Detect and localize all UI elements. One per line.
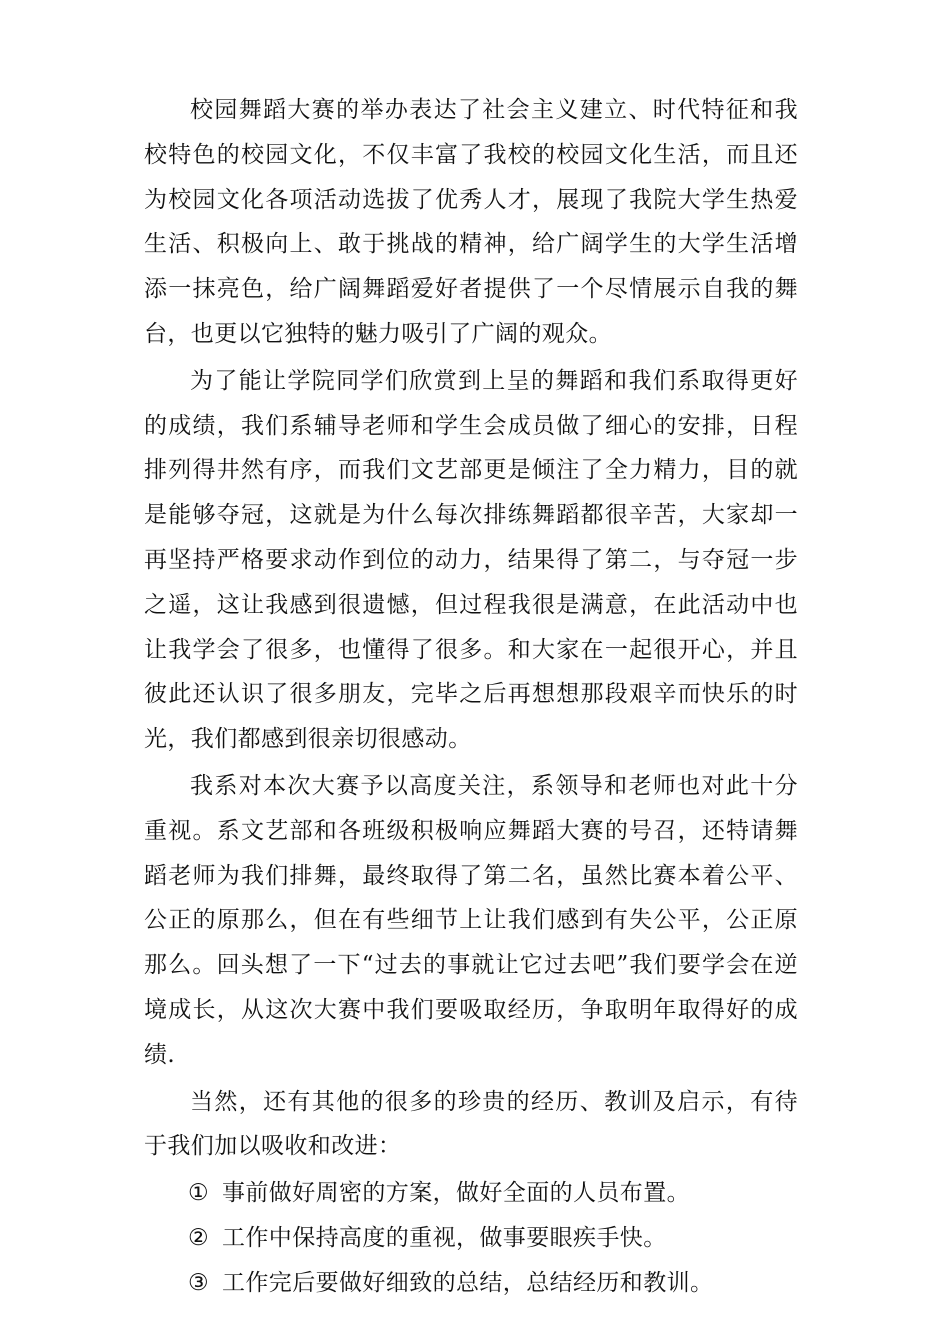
list-item-2	[144, 1216, 798, 1261]
list-marker: ③	[188, 1269, 210, 1296]
paragraph-3: 我系对本次大赛予以高度关注，系领导和老师也对此十分重视。系文艺部和各班级积极响应舞蹈大赛的号召，还特请舞蹈老师为我们排舞，最终取得了第二名，虽然比赛本着公平、公正的原那么，但在有些细节上让我们感到有失公平，公正原那么。回头想了一下“过去的事就让它过去吧”我们要学会在逆境成长，从这次大赛中我们要吸取经历，争取明年取得好的成绩.	[144, 772, 798, 1068]
list-item-text: 工作中保持高度的重视，做事要眼疾手快。	[222, 1224, 667, 1251]
list-item-text: 事前做好周密的方案，做好全面的人员布置。	[222, 1180, 690, 1207]
paragraph-1: 校园舞蹈大赛的举办表达了社会主义建立、时代特征和我校特色的校园文化，不仅丰富了我校的校园文化生活，而且还为校园文化各项活动选拔了优秀人才，展现了我院大学生热爱生活、积极向上、敢于挑战的精神，给广阔学生的大学生活增添一抹亮色，给广阔舞蹈爱好者提供了一个尽情展示自我的舞台，也更以它独特的魅力吸引了广阔的观众。	[144, 97, 798, 347]
paragraph-2: 为了能让学院同学们欣赏到上呈的舞蹈和我们系取得更好的成绩，我们系辅导老师和学生会成员做了细心的安排，日程排列得井然有序，而我们文艺部更是倾注了全力精力，目的就是能够夺冠，这就是为什么每次排练舞蹈都很辛苦，大家却一再坚持严格要求动作到位的动力，结果得了第二，与夺冠一步之遥，这让我感到很遗憾，但过程我很是满意，在此活动中也让我学会了很多，也懂得了很多。和大家在一起很开心，并且彼此还认识了很多朋友，完毕之后再想想那段艰辛而快乐的时光，我们都感到很亲切很感动。	[144, 367, 798, 753]
list-item-1	[144, 1171, 798, 1216]
list-marker: ①	[188, 1180, 210, 1207]
list-item-text: 工作完后要做好细致的总结，总结经历和教训。	[222, 1269, 714, 1296]
list-item-3	[144, 1261, 798, 1306]
paragraph-4: 当然，还有其他的很多的珍贵的经历、教训及启示，有待于我们加以吸收和改进：	[144, 1088, 798, 1160]
document-page	[144, 88, 798, 1306]
list-marker: ②	[188, 1224, 210, 1251]
